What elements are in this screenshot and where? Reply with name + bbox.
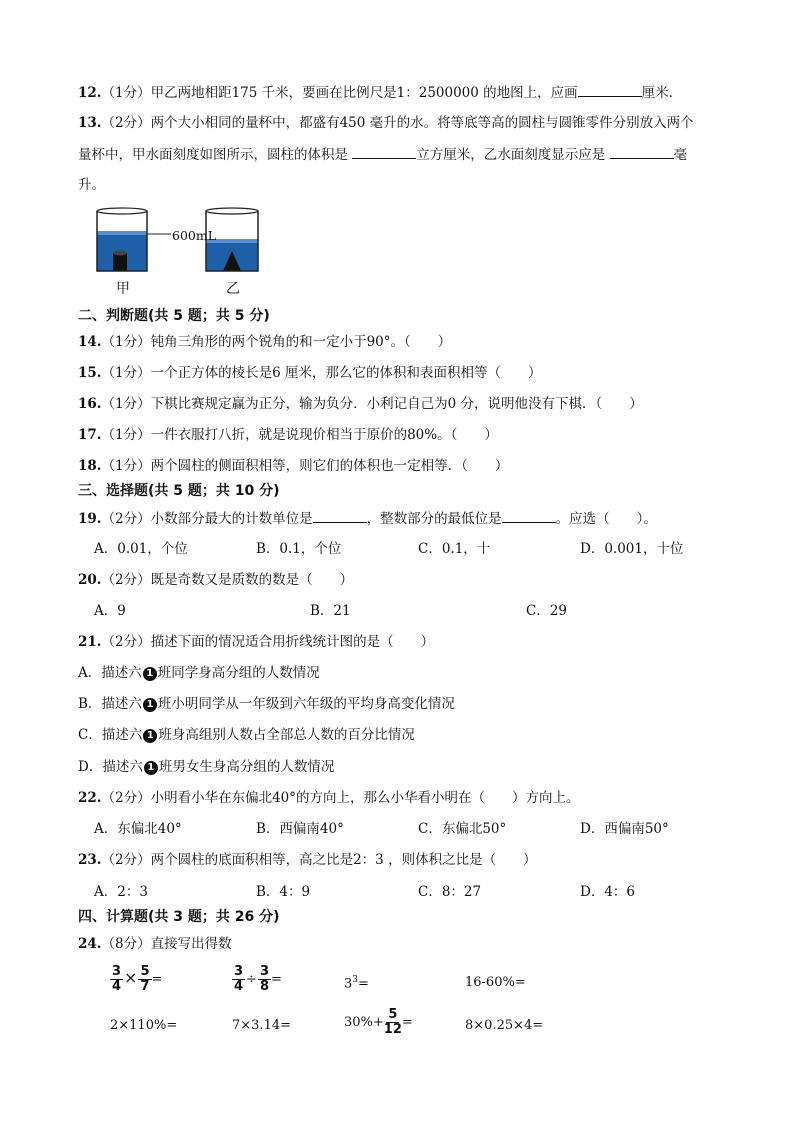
question-score: （8分）	[101, 936, 151, 952]
question-23	[78, 851, 537, 869]
question-number: 15.	[78, 365, 102, 381]
cylinder-part	[113, 253, 127, 271]
answer-blank-water[interactable]	[610, 145, 674, 159]
circled-number: 1	[144, 761, 158, 775]
question-22	[78, 789, 580, 807]
question-text: 两个大小相同的量杯中，都盛有450 毫升的水。将等底等高的圆柱与圆锥零件分别放入两个	[150, 115, 694, 131]
question-text: 一件衣服打八折，就是说现价相当于原价的80%。（ ）	[150, 427, 498, 443]
cup-label-yi: 乙	[226, 281, 240, 297]
question-19	[78, 509, 657, 528]
question-text: 立方厘米，乙水面刻度显示应是	[416, 147, 610, 163]
question-text-end: 厘米．	[641, 85, 683, 101]
fraction: $\frac{3}{8}$	[259, 964, 269, 994]
question-text: ，整数部分的最低位是	[366, 511, 502, 527]
question-text: 升。	[78, 177, 105, 193]
option-a[interactable]: A．0.01，个位	[94, 541, 188, 557]
option-d[interactable]: D．西偏南50°	[580, 821, 669, 837]
cup-jia	[97, 208, 171, 271]
answer-blank[interactable]	[313, 509, 367, 523]
question-text: 既是奇数又是质数的数是（ ）	[150, 572, 354, 588]
answer-blank[interactable]	[578, 83, 642, 97]
calc-expression-3: $3^3=$	[344, 975, 369, 992]
question-number: 24.	[78, 936, 102, 952]
option-text: C．描述六	[78, 727, 143, 743]
question-text: 钝角三角形的两个锐角的和一定小于90°。（ ）	[150, 334, 452, 350]
question-text: 两个圆柱的侧面积相等，则它们的体积也一定相等．（ ）	[150, 458, 509, 474]
option-b[interactable]: B．0.1，个位	[256, 541, 342, 557]
option-a[interactable]	[78, 664, 320, 682]
cup-label-jia: 甲	[116, 281, 130, 297]
circled-number: 1	[143, 698, 157, 712]
question-text: 量杯中，甲水面刻度如图所示，圆柱的体积是	[78, 147, 353, 163]
question-text: 两个圆柱的底面积相等，高之比是2：3 ，则体积之比是（ ）	[150, 852, 537, 868]
option-a[interactable]: A．9	[94, 603, 126, 619]
option-b[interactable]: B．21	[310, 603, 351, 619]
option-c[interactable]: C．8：27	[418, 884, 482, 900]
option-c[interactable]: C．29	[526, 603, 568, 619]
option-d[interactable]	[78, 758, 334, 776]
question-20	[78, 571, 353, 589]
option-text: 班同学身高分组的人数情况	[157, 665, 320, 681]
question-score: （1分）	[101, 396, 151, 412]
question-number: 21.	[78, 634, 102, 650]
question-21	[78, 633, 434, 651]
question-text: 小明看小华在东偏北40°的方向上，那么小华看小明在（ ）方向上。	[150, 790, 580, 806]
question-score: （2分）	[101, 511, 151, 527]
answer-blank-volume[interactable]	[352, 145, 416, 159]
option-a[interactable]: A．东偏北40°	[94, 821, 182, 837]
section-3-title: 三、选择题(共 5 题；共 10 分)	[78, 483, 280, 499]
calc-expression-7: 30%+ $\frac{5}{12}$ =	[344, 1007, 413, 1037]
question-score: （2分）	[101, 634, 151, 650]
question-text: 。应选（ ）。	[555, 511, 657, 527]
fraction: $\frac{3}{4}$	[112, 964, 122, 994]
question-18	[78, 457, 508, 475]
question-score: （1分）	[101, 427, 151, 443]
calc-expression-8: 8×0.25×4=	[465, 1018, 544, 1033]
question-text: 甲乙两地相距175 千米，要画在比例尺是1：2500000 的地图上，应画	[150, 85, 578, 101]
option-text: D．描述六	[78, 759, 143, 775]
option-c[interactable]: C．0.1，十	[418, 541, 491, 557]
question-score: （2分）	[101, 852, 151, 868]
question-number: 23.	[78, 852, 102, 868]
option-text: A．描述六	[78, 665, 142, 681]
option-a[interactable]: A．2：3	[94, 884, 148, 900]
question-13	[78, 114, 694, 132]
question-text: 毫	[673, 147, 688, 163]
option-c[interactable]	[78, 726, 415, 744]
option-text: B．描述六	[78, 696, 142, 712]
question-score: （2分）	[101, 790, 151, 806]
calc-expression-1: $\frac{3}{4}$ × $\frac{5}{7}$ =	[112, 964, 163, 994]
question-text: 一个正方体的棱长是6 厘米，那么它的体积和表面积相等（ ）	[150, 365, 542, 381]
question-score: （1分）	[101, 85, 151, 101]
question-number: 16.	[78, 396, 102, 412]
section-2-title: 二、判断题(共 5 题；共 5 分)	[78, 308, 270, 324]
question-14	[78, 333, 451, 351]
fraction: $\frac{5}{7}$	[140, 964, 150, 994]
question-number: 22.	[78, 790, 102, 806]
question-text: 小数部分最大的计数单位是	[150, 511, 313, 527]
question-13-line3	[78, 176, 105, 194]
calc-expression-5: 2×110%=	[110, 1018, 178, 1033]
question-number: 13.	[78, 115, 102, 131]
circled-number: 1	[143, 667, 157, 681]
option-b[interactable]	[78, 695, 455, 713]
question-17	[78, 426, 498, 444]
option-b[interactable]: B．西偏南40°	[256, 821, 344, 837]
question-24	[78, 935, 232, 953]
section-4-title: 四、计算题(共 3 题；共 26 分)	[78, 909, 280, 925]
calc-expression-2: $\frac{3}{4}$ ÷ $\frac{3}{8}$ =	[234, 964, 282, 994]
question-score: （2分）	[101, 115, 151, 131]
question-text: 直接写出得数	[150, 936, 232, 952]
question-text: 下棋比赛规定赢为正分，输为负分．小利记自己为0 分，说明他没有下棋．（ ）	[150, 396, 643, 412]
question-score: （1分）	[101, 334, 151, 350]
question-score: （1分）	[101, 458, 151, 474]
calc-expression-4: 16-60%=	[465, 975, 526, 990]
question-text: 描述下面的情况适合用折线统计图的是（ ）	[150, 634, 435, 650]
question-13-line2	[78, 145, 687, 164]
option-text: 班小明同学从一年级到六年级的平均身高变化情况	[157, 696, 455, 712]
fraction: $\frac{5}{12}$	[383, 1007, 402, 1037]
question-number: 19.	[78, 511, 102, 527]
option-d[interactable]: D．0.001，十位	[580, 541, 684, 557]
fraction: $\frac{3}{4}$	[234, 964, 244, 994]
question-12	[78, 83, 682, 102]
question-number: 14.	[78, 334, 102, 350]
question-number: 20.	[78, 572, 102, 588]
option-d[interactable]: D．4：6	[580, 884, 636, 900]
option-text: 班身高组别人数占全部总人数的百分比情况	[158, 727, 415, 743]
circled-number: 1	[143, 729, 157, 743]
option-b[interactable]: B．4：9	[256, 884, 311, 900]
volume-label: 600mL	[172, 228, 217, 243]
question-number: 18.	[78, 458, 102, 474]
question-number: 17.	[78, 427, 102, 443]
question-number: 12.	[78, 85, 102, 101]
question-score: （2分）	[101, 572, 151, 588]
calc-expression-6: 7×3.14=	[232, 1018, 292, 1033]
option-c[interactable]: C．东偏北50°	[418, 821, 507, 837]
option-text: 班男女生身高分组的人数情况	[158, 759, 335, 775]
answer-blank[interactable]	[502, 509, 556, 523]
question-15	[78, 364, 541, 382]
question-16	[78, 395, 643, 413]
question-score: （1分）	[101, 365, 151, 381]
